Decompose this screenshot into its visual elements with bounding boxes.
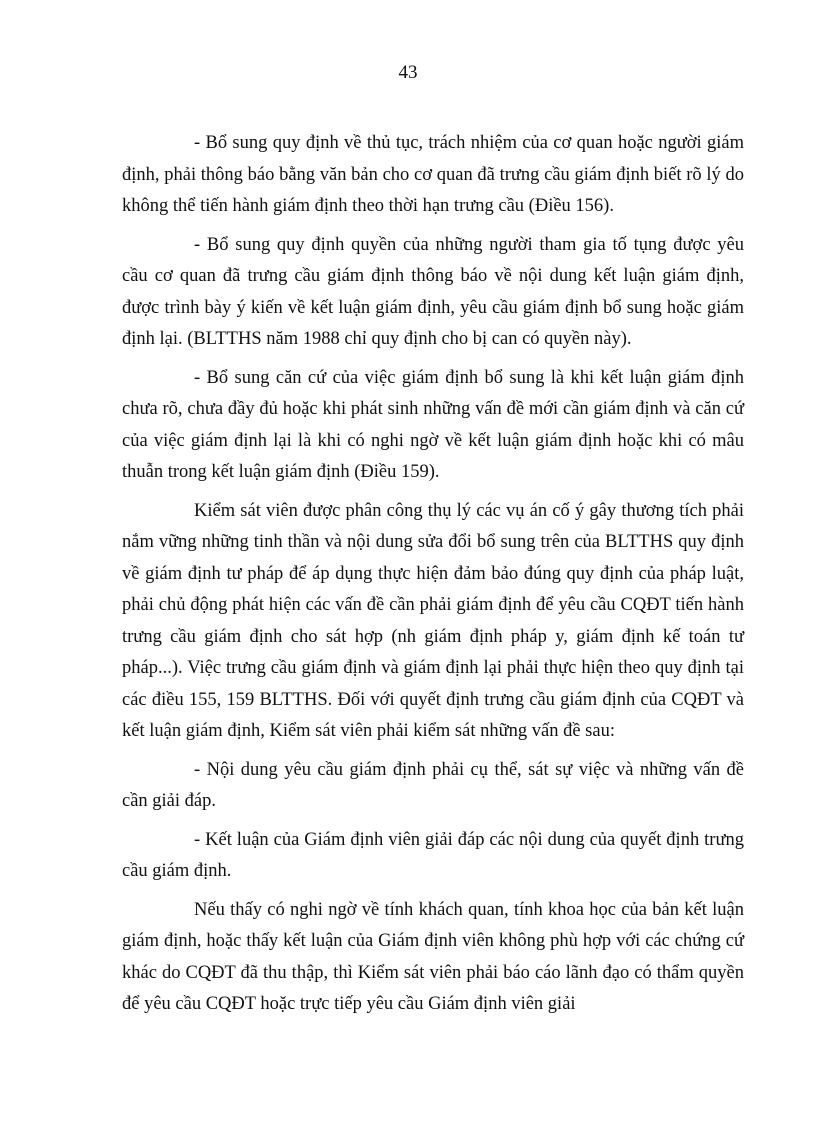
page-number: 43 [398, 62, 418, 83]
body-text [122, 128, 744, 1028]
paragraph: - Bổ sung quy định quyền của những người tham gia tố tụng được yêu cầu cơ quan đã trưng cầu giám định thông báo về nội dung kết luận giám định, được trình bày ý kiến về kết luận giám định, yêu cầu giám định bổ sung hoặc giám định lại. (BLTTHS năm 1988 chỉ quy định cho bị can có quyền này). [122, 234, 744, 349]
paragraph: - Kết luận của Giám định viên giải đáp các nội dung của quyết định trưng cầu giám định. [122, 829, 744, 881]
paragraph: - Bổ sung quy định về thủ tục, trách nhiệm của cơ quan hoặc người giám định, phải thông báo bằng văn bản cho cơ quan đã trưng cầu giám định biết rõ lý do không thể tiến hành giám định theo thời hạn trưng cầu (Điều 156). [122, 133, 744, 216]
paragraph: Kiểm sát viên được phân công thụ lý các vụ án cố ý gây thương tích phải nắm vững những tinh thần và nội dung sửa đổi bổ sung trên của BLTTHS quy định về giám định tư pháp để áp dụng thực hiện đảm bảo đúng quy định của pháp luật, phải chủ động phát hiện các vấn đề cần phải giám định để yêu cầu CQĐT tiến hành trưng cầu giám định cho sát hợp (nh giám định pháp y, giám định kế toán tư pháp...). Việc trưng cầu giám định và giám định lại phải thực hiện theo quy định tại các điều 155, 159 BLTTHS. Đối với quyết định trưng cầu giám định của CQĐT và kết luận giám định, Kiểm sát viên phải kiểm sát những vấn đề sau: [122, 500, 744, 741]
paragraph: Nếu thấy có nghi ngờ về tính khách quan, tính khoa học của bản kết luận giám định, hoặc thấy kết luận của Giám định viên không phù hợp với các chứng cứ khác do CQĐT đã thu thập, thì Kiểm sát viên phải báo cáo lãnh đạo có thẩm quyền để yêu cầu CQĐT hoặc trực tiếp yêu cầu Giám định viên giải [122, 899, 744, 1014]
paragraph: - Bổ sung căn cứ của việc giám định bổ sung là khi kết luận giám định chưa rõ, chưa đầy đủ hoặc khi phát sinh những vấn đề mới cần giám định và căn cứ của việc giám định lại là khi có nghi ngờ về kết luận giám định hoặc khi có mâu thuẫn trong kết luận giám định (Điều 159). [122, 367, 744, 482]
paragraph: - Nội dung yêu cầu giám định phải cụ thể, sát sự việc và những vấn đề cần giải đáp. [122, 759, 744, 811]
